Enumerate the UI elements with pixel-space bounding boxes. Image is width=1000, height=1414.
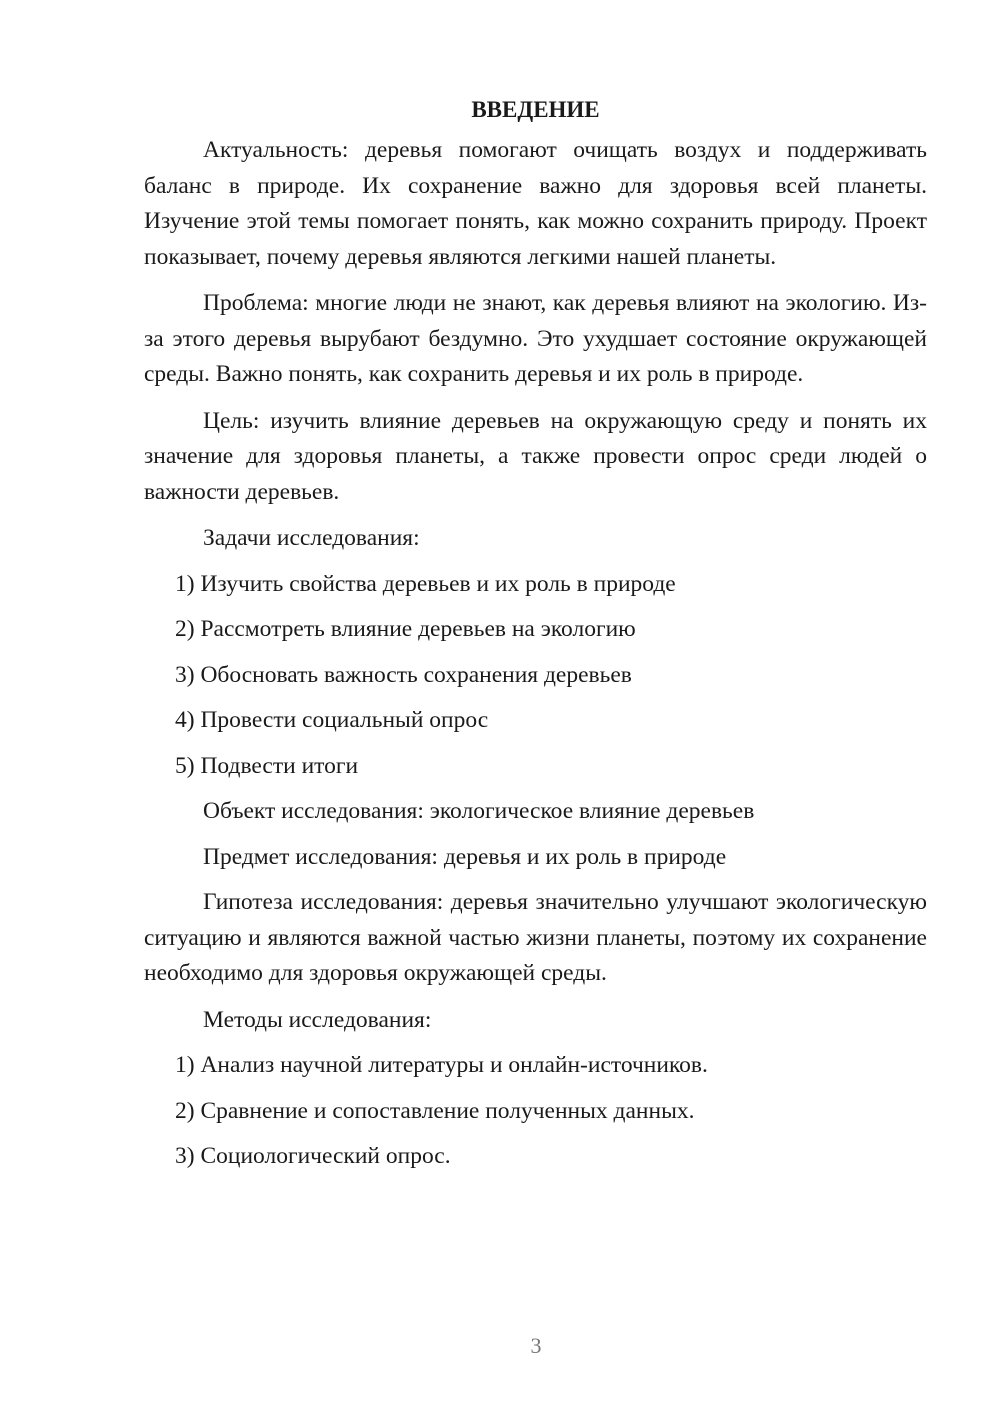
task-item: 4) Провести социальный опрос	[175, 707, 489, 733]
task-item: 2) Рассмотреть влияние деревьев на экологию	[175, 616, 636, 642]
methods-heading: Методы исследования:	[203, 1006, 432, 1033]
tasks-list	[144, 567, 927, 783]
methods-list	[144, 1048, 927, 1173]
task-item: 5) Подвести итоги	[175, 752, 359, 779]
goal-paragraph: Цель: изучить влияние деревьев на окружающую среду и понять их значение для здоровья планеты, а также провести опрос среди людей о важности деревьев.	[144, 407, 927, 505]
task-item: 3) Обосновать важность сохранения деревьев	[175, 661, 632, 688]
page-number: 3	[530, 1333, 542, 1358]
research-subject: Предмет исследования: деревья и их роль в природе	[203, 843, 727, 870]
task-item: 1) Изучить свойства деревьев и их роль в природе	[175, 570, 676, 597]
method-item: 2) Сравнение и сопоставление полученных данных.	[175, 1097, 695, 1124]
page-title: ВВЕДЕНИЕ	[471, 97, 600, 122]
page-content	[144, 93, 927, 1185]
hypothesis-paragraph: Гипотеза исследования: деревья значительно улучшают экологическую ситуацию и являются важной частью жизни планеты, поэтому их сохранение необходимо для здоровья окружающей среды.	[144, 889, 927, 986]
method-item: 1) Анализ научной литературы и онлайн-источников.	[175, 1052, 708, 1078]
tasks-heading: Задачи исследования:	[203, 525, 420, 551]
research-object: Объект исследования: экологическое влияние деревьев	[203, 798, 755, 824]
method-item: 3) Социологический опрос.	[175, 1143, 451, 1169]
problem-paragraph: Проблема: многие люди не знают, как деревья влияют на экологию. Из-за этого деревья вырубают бездумно. Это ухудшает состояние окружающей среды. Важно понять, как сохранить деревья и их роль в природе.	[144, 290, 927, 387]
relevance-paragraph: Актуальность: деревья помогают очищать воздух и поддерживать баланс в природе. Их сохранение важно для здоровья всей планеты. Изучение этой темы помогает понять, как можно сохранить природу. Проект показывает, почему деревья являются легкими нашей планеты.	[144, 137, 927, 270]
